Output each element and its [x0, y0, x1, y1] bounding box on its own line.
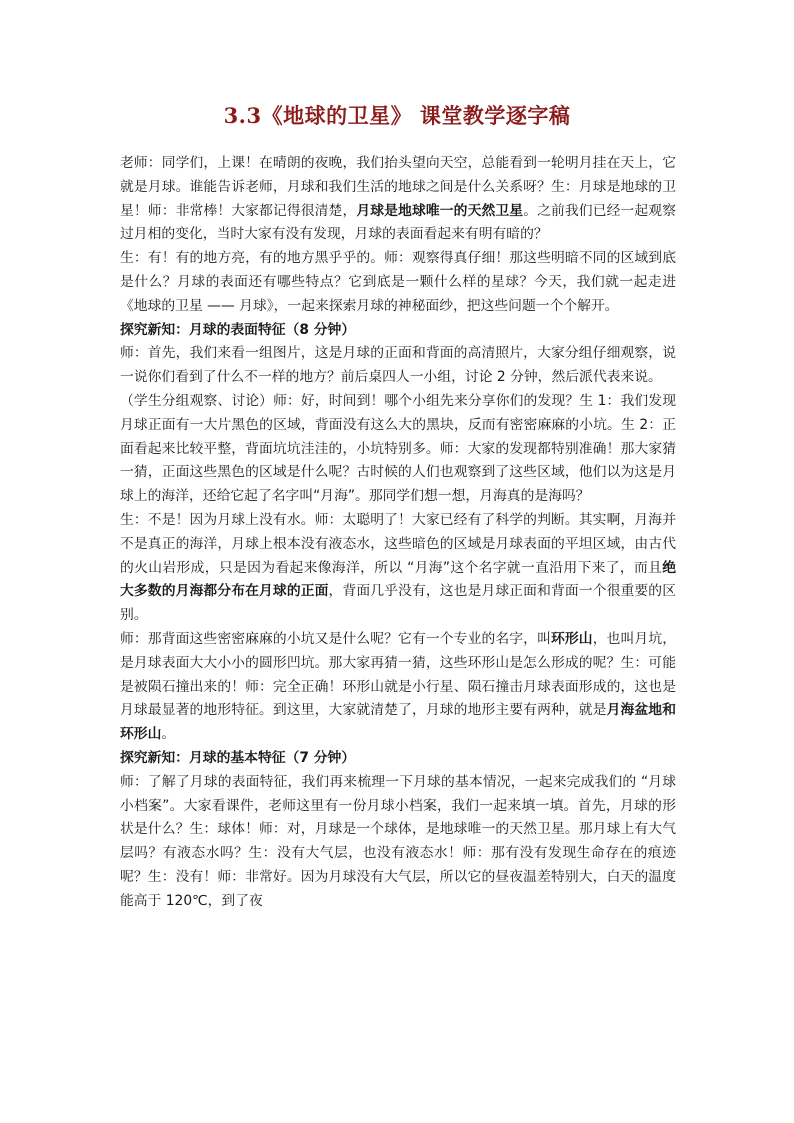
emphasized-text: 环形山: [550, 630, 593, 647]
text-run: 生：不是！因为月球上没有水。师：太聪明了！大家已经有了科学的判断。其实啊，月海并不是真正的海洋，月球上根本没有液态水，这些暗色的区域是月球表面的平坦区域，由古代的火山岩形成，只是因为看起来像海洋，所以 “月海”这个名字就一直沿用下来了，而且: [120, 511, 676, 576]
text-run: 探究新知：月球的基本特征（7 分钟）: [120, 749, 356, 766]
emphasized-text: 月球是地球唯一的天然卫星: [356, 202, 524, 219]
paragraph: [120, 152, 676, 247]
text-run: 探究新知：月球的表面特征（8 分钟）: [120, 321, 356, 338]
text-run: 师：那背面这些密密麻麻的小坑又是什么呢？它有一个专业的名字，叫: [120, 630, 551, 647]
paragraph: [120, 628, 676, 747]
text-run: 生：有！有的地方亮，有的地方黑乎乎的。师：观察得真仔细！那这些明暗不同的区域到底是什么？月球的表面还有哪些特点？它到底是一颗什么样的星球？今天，我们就一起走进《地球的卫星 —— 月球》，一起来探索月球的神秘面纱，把这些问题一个个解开。: [120, 250, 676, 314]
text-run: 老师：同学们，上课！在晴朗的夜晚，我们抬头望向天空，总能看到一轮明月挂在天上，它就是月球。谁能告诉老师，月球和我们生活的地球之间是什么关系呀？生：月球是地球的卫星！师：非常棒！大家都记得很清楚，: [120, 155, 676, 219]
text-run: （学生分组观察、讨论）师：好，时间到！哪个小组先来分享你们的发现？生 1：我们发现月球正面有一大片黑色的区域，背面没有这么大的黑块，反而有密密麻麻的小坑。生 2：正面看起来比较平整，背面坑坑洼洼的，小坑特别多。师：大家的发现都特别准确！那大家猜一猜，正面这些黑色的区域是什么呢？古时候的人们也观察到了这些区域，他们以为这是月球上的海洋，还给它起了名字叫“月海”。那同学们想一想，月海真的是海吗？: [120, 392, 676, 505]
text-run: ，背面几乎没有，这也是月球正面和背面一个很重要的区别。: [120, 583, 677, 624]
paragraph: [120, 342, 676, 390]
paragraph: [120, 509, 676, 628]
emphasized-text: 月海盆地和环形山: [120, 702, 677, 743]
section-heading: [120, 747, 676, 771]
document-body: [120, 152, 676, 914]
paragraph: [120, 771, 676, 914]
emphasized-text: 绝大多数的月海都分布在月球的正面: [120, 559, 676, 600]
paragraph: [120, 247, 676, 318]
text-run: ，也叫月坑，是月球表面大大小小的圆形凹坑。那大家再猜一猜，这些环形山是怎么形成的呢？生：可能是被陨石撞出来的！师：完全正确！环形山就是小行星、陨石撞击月球表面形成的，这也是月球最显著的地形特征。到这里，大家就清楚了，月球的地形主要有两种，就是: [120, 630, 677, 719]
section-heading: [120, 319, 676, 343]
text-run: 师：首先，我们来看一组图片，这是月球的正面和背面的高清照片，大家分组仔细观察，说一说你们看到了什么不一样的地方？前后桌四人一小组，讨论 2 分钟，然后派代表来说。: [120, 345, 676, 386]
document-title: 3.3《地球的卫星》 课堂教学逐字稿: [223, 103, 571, 128]
text-run: 。之前我们已经一起观察过月相的变化，当时大家有没有发现，月球的表面看起来有明有暗的？: [120, 202, 677, 243]
paragraph: [120, 390, 676, 509]
text-run: 师：了解了月球的表面特征，我们再来梳理一下月球的基本情况，一起来完成我们的 “月球小档案”。大家看课件，老师这里有一份月球小档案，我们一起来填一填。首先，月球的形状是什么？生：球体！师：对，月球是一个球体，是地球唯一的天然卫星。那月球上有大气层吗？有液态水吗？生：没有大气层，也没有液态水！师：那有没有发现生命存在的痕迹呢？生：没有！师：非常好。因为月球没有大气层，所以它的昼夜温差特别大，白天的温度能高于 120℃，到了夜: [120, 773, 676, 909]
text-run: 。: [161, 726, 176, 743]
